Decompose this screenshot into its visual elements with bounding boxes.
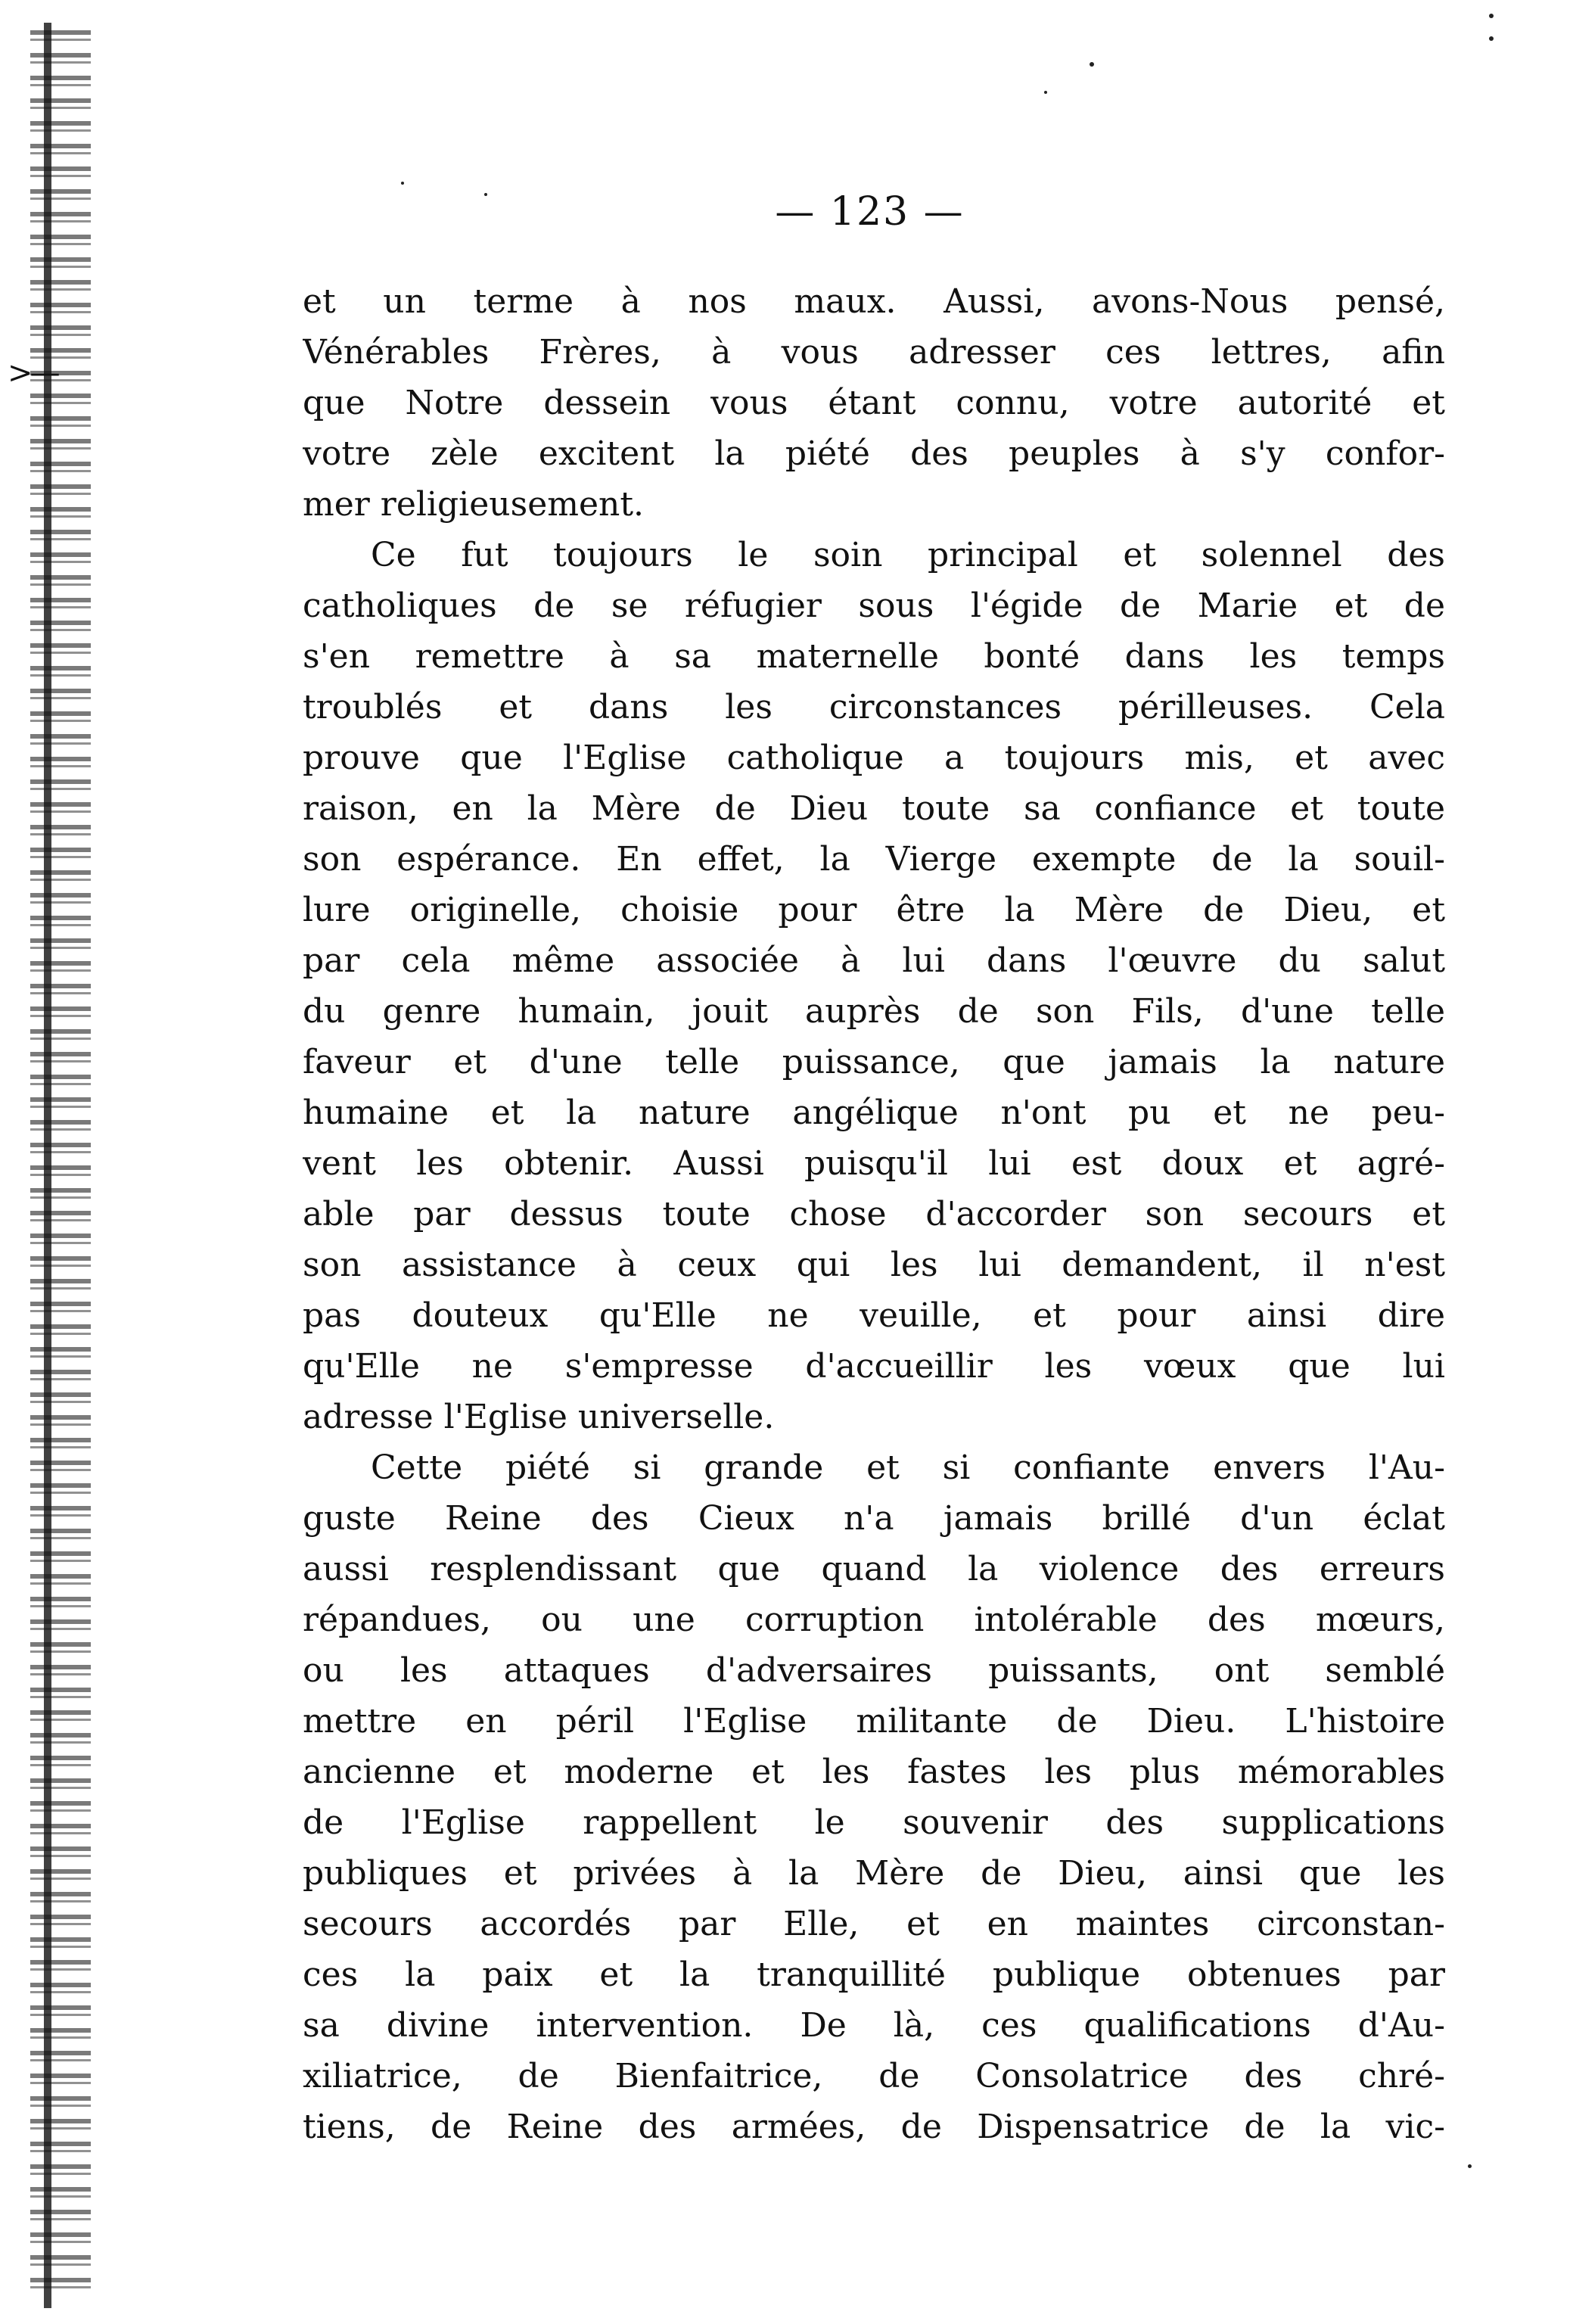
text-line: mettre en péril l'Eglise militante de Dieu. L'histoire: [303, 1702, 1445, 1741]
scan-speck: [1489, 14, 1494, 18]
text-line: que Notre dessein vous étant connu, votre autorité et: [303, 384, 1445, 422]
text-line: able par dessus toute chose d'accorder son secours et: [303, 1195, 1445, 1234]
text-line: de l'Eglise rappellent le souvenir des supplications: [303, 1803, 1445, 1842]
text-line: pas douteux qu'Elle ne veuille, et pour ainsi dire: [303, 1296, 1445, 1335]
text-line: répandues, ou une corruption intolérable des mœurs,: [303, 1601, 1445, 1639]
text-line: faveur et d'une telle puissance, que jamais la nature: [303, 1043, 1445, 1081]
text-line: humaine et la nature angélique n'ont pu et ne peu-: [303, 1094, 1445, 1132]
page-number: — 123 —: [775, 189, 965, 235]
scan-speck: [1489, 36, 1494, 41]
text-line: son espérance. En effet, la Vierge exempte de la souil-: [303, 840, 1445, 879]
text-line: vent les obtenir. Aussi puisqu'il lui est doux et agré-: [303, 1144, 1445, 1183]
text-line: raison, en la Mère de Dieu toute sa confiance et toute: [303, 789, 1445, 828]
text-line: par cela même associée à lui dans l'œuvre du salut: [303, 941, 1445, 980]
text-line: xiliatrice, de Bienfaitrice, de Consolatrice des chré-: [303, 2057, 1445, 2095]
text-line: secours accordés par Elle, et en maintes circonstan-: [303, 1905, 1445, 1943]
text-line: Vénérables Frères, à vous adresser ces lettres, afin: [303, 333, 1445, 372]
paragraph-2: [303, 530, 1445, 1442]
scan-speck: [1090, 62, 1094, 67]
text-line: troublés et dans les circonstances périlleuses. Cela: [303, 688, 1445, 726]
text-line: aussi resplendissant que quand la violence des erreurs: [303, 1550, 1445, 1588]
text-line: votre zèle excitent la piété des peuples à s'y confor-: [303, 434, 1445, 473]
scan-speck: [1044, 91, 1047, 94]
text-line: son assistance à ceux qui les lui demandent, il n'est: [303, 1246, 1445, 1284]
text-line: guste Reine des Cieux n'a jamais brillé d'un éclat: [303, 1499, 1445, 1538]
paragraph-3: [303, 1442, 1445, 2152]
scan-speck: [401, 182, 404, 185]
text-line: mer religieusement.: [303, 485, 644, 524]
margin-arrow-mark: >—: [8, 356, 58, 390]
text-line: et un terme à nos maux. Aussi, avons-Nous pensé,: [303, 282, 1445, 321]
text-line: tiens, de Reine des armées, de Dispensatrice de la vic-: [303, 2108, 1445, 2146]
text-line: Cette piété si grande et si confiante envers l'Au-: [371, 1448, 1445, 1487]
scan-speck: [1468, 2164, 1472, 2168]
text-line: catholiques de se réfugier sous l'égide de Marie et de: [303, 586, 1445, 625]
text-line: qu'Elle ne s'empresse d'accueillir les vœux que lui: [303, 1347, 1445, 1386]
text-line: ou les attaques d'adversaires puissants, ont semblé: [303, 1651, 1445, 1690]
text-line: ces la paix et la tranquillité publique obtenues par: [303, 1955, 1445, 1994]
text-line: s'en remettre à sa maternelle bonté dans les temps: [303, 637, 1445, 676]
text-line: ancienne et moderne et les fastes les plus mémorables: [303, 1753, 1445, 1791]
text-line: prouve que l'Eglise catholique a toujours mis, et avec: [303, 739, 1445, 777]
text-line: lure originelle, choisie pour être la Mère de Dieu, et: [303, 891, 1445, 929]
text-line: du genre humain, jouit auprès de son Fils, d'une telle: [303, 992, 1445, 1031]
text-line: adresse l'Eglise universelle.: [303, 1398, 775, 1436]
paragraph-1: [303, 276, 1445, 530]
text-line: sa divine intervention. De là, ces qualifications d'Au-: [303, 2006, 1445, 2045]
body-text: [303, 276, 1445, 2152]
text-line: publiques et privées à la Mère de Dieu, ainsi que les: [303, 1854, 1445, 1893]
text-line: Ce fut toujours le soin principal et solennel des: [371, 536, 1445, 574]
